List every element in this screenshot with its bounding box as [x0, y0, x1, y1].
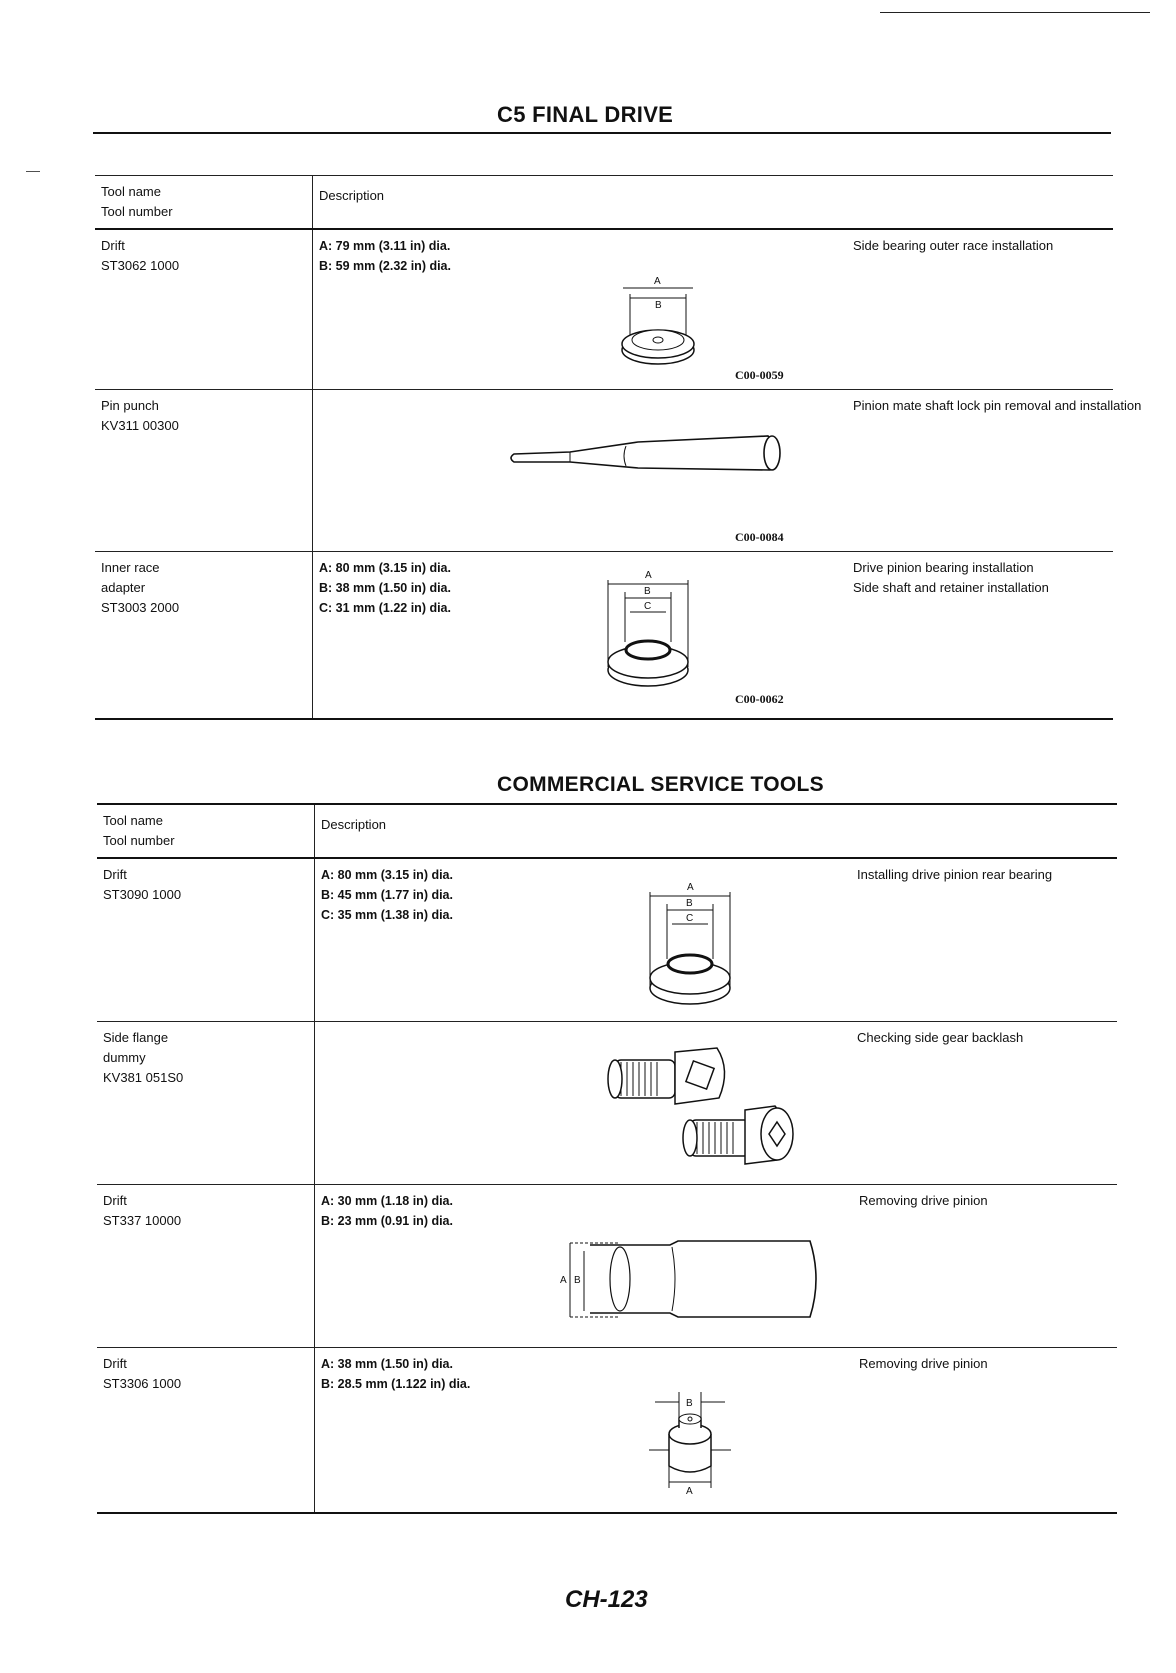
table-header-row	[95, 176, 1113, 230]
side-flange-dummy-icon	[605, 1042, 805, 1172]
top-edge-rule	[880, 12, 1150, 13]
fig-label-a: A	[686, 1485, 693, 1497]
tool-use: Removing drive pinion	[859, 1355, 988, 1371]
tool-use: Drive pinion bearing installation Side shaft and retainer installation	[853, 559, 1049, 595]
tool-specs: A: 30 mm (1.18 in) dia. B: 23 mm (0.91 in) dia.	[321, 1193, 453, 1228]
header-tool-name: Tool name Tool number	[95, 176, 313, 230]
fig-label-a: A	[560, 1274, 567, 1286]
tool-name-cell: Pin punch KV311 00300	[95, 389, 313, 551]
pin-punch-icon	[508, 430, 798, 490]
header-tool-name: Tool name Tool number	[97, 804, 315, 858]
tool-description-cell	[315, 858, 1118, 1021]
tool-specs: A: 80 mm (3.15 in) dia. B: 45 mm (1.77 in) dia. C: 35 mm (1.38 in) dia.	[321, 868, 453, 922]
fig-label-c: C	[686, 913, 694, 924]
tool-description-cell	[313, 229, 1114, 389]
tool-use: Removing drive pinion	[859, 1192, 988, 1208]
fig-label-c: C	[644, 600, 652, 612]
commercial-tool-table	[97, 803, 1117, 1514]
table-row	[97, 858, 1117, 1021]
figure-code: C00-0062	[735, 691, 784, 706]
fig-label-b: B	[655, 300, 662, 311]
fig-label-a: A	[654, 276, 661, 287]
section-title-commercial-tools: COMMERCIAL SERVICE TOOLS	[497, 773, 824, 796]
tool-description-cell	[313, 551, 1114, 719]
tool-name-cell: Drift ST3090 1000	[97, 858, 315, 1021]
table-row	[95, 551, 1113, 719]
section-title-final-drive: C5 FINAL DRIVE	[497, 102, 674, 127]
tool-specs: A: 79 mm (3.11 in) dia. B: 59 mm (2.32 in) dia.	[319, 239, 451, 273]
lower-flange-dummy	[683, 1106, 793, 1164]
fig-label-a: A	[687, 882, 694, 893]
fig-label-a: A	[645, 569, 652, 581]
fig-label-b: B	[574, 1274, 581, 1286]
table-row	[95, 389, 1113, 551]
drift-small-icon	[645, 1388, 765, 1498]
drift-stepped-icon	[645, 874, 765, 1014]
tool-name-cell: Side flange dummy KV381 051S0	[97, 1021, 315, 1184]
page-number: CH-123	[565, 1586, 648, 1613]
tool-description-cell	[315, 1347, 1118, 1513]
upper-flange-dummy	[608, 1048, 725, 1104]
table-row	[95, 229, 1113, 389]
tool-description-cell	[313, 389, 1142, 551]
header-description: Description	[315, 804, 1118, 858]
drift-tube-icon	[560, 1235, 840, 1325]
tool-use: Side bearing outer race installation	[853, 238, 1054, 253]
section-title-rule	[93, 132, 1111, 134]
tool-description-cell	[315, 1021, 1118, 1184]
table-row	[97, 1347, 1117, 1513]
tool-use: Checking side gear backlash	[857, 1029, 1024, 1045]
table-row	[97, 1184, 1117, 1347]
drift-ring-icon	[618, 250, 738, 370]
margin-mark: —	[26, 162, 40, 178]
fig-label-b: B	[686, 898, 693, 909]
fig-label-b: B	[686, 1397, 693, 1409]
tool-name-cell: Drift ST3062 1000	[95, 229, 313, 389]
table-row	[97, 1021, 1117, 1184]
tool-specs: A: 38 mm (1.50 in) dia. B: 28.5 mm (1.122 in) dia.	[321, 1356, 471, 1391]
header-description: Description	[313, 176, 1114, 230]
final-drive-tool-table	[95, 175, 1142, 720]
tool-use: Pinion mate shaft lock pin removal and installation	[853, 397, 1142, 413]
tool-name-cell: Inner race adapter ST3003 2000	[95, 551, 313, 719]
figure-code: C00-0084	[735, 529, 784, 544]
inner-race-adapter-icon	[603, 562, 723, 692]
fig-label-b: B	[644, 585, 651, 597]
figure-code: C00-0059	[735, 368, 784, 382]
tool-name-cell: Drift ST337 10000	[97, 1184, 315, 1347]
table-header-row	[97, 804, 1117, 858]
tool-name-cell: Drift ST3306 1000	[97, 1347, 315, 1513]
tool-use: Installing drive pinion rear bearing	[857, 867, 1053, 882]
tool-description-cell	[315, 1184, 1118, 1347]
tool-specs: A: 80 mm (3.15 in) dia. B: 38 mm (1.50 in) dia. C: 31 mm (1.22 in) dia.	[319, 560, 451, 615]
